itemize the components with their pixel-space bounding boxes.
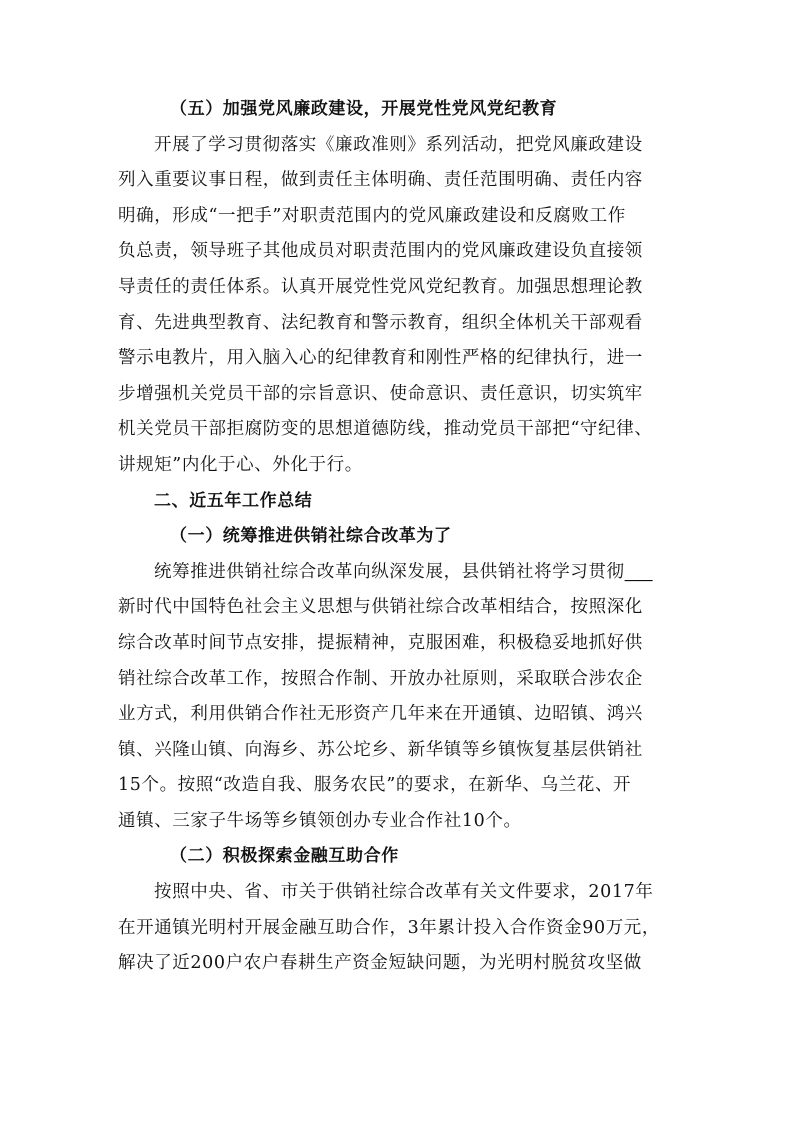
paragraph-line: 销社综合改革工作，按照合作制、开放办社原则，采取联合涉农企 — [118, 668, 643, 689]
paragraph-line: 开展了学习贯彻落实《廉政准则》系列活动，把党风廉政建设 — [154, 134, 643, 155]
document-body — [118, 92, 678, 982]
paragraph-line: 新时代中国特色社会主义思想与供销社综合改革相结合，按照深化 — [118, 597, 643, 618]
paragraph-line: 明确，形成“一把手”对职责范围内的党风廉政建设和反腐败工作 — [118, 205, 626, 226]
paragraph-line: 在开通镇光明村开展金融互助合作，3年累计投入合作资金90万元， — [118, 917, 660, 938]
paragraph-line: 负总责，领导班子其他成员对职责范围内的党风廉政建设负直接领 — [118, 241, 643, 262]
paragraph-line — [118, 555, 678, 591]
section-heading-5: （五）加强党风廉政建设，开展党性党风党纪教育 — [170, 99, 558, 119]
paragraph-line: 15个。按照“改造自我、服务农民”的要求，在新华、乌兰花、开 — [118, 775, 632, 796]
paragraph-line: 列入重要议事日程，做到责任主体明确、责任范围明确、责任内容 — [118, 170, 643, 191]
paragraph-line: 解决了近200户农户春耕生产资金短缺问题，为光明村脱贫攻坚做 — [118, 953, 642, 974]
paragraph-line: 导责任的责任体系。认真开展党性党风党纪教育。加强思想理论教 — [118, 276, 643, 297]
paragraph-line: 按照中央、省、市关于供销社综合改革有关文件要求，2017年 — [154, 882, 654, 903]
paragraph-line: 综合改革时间节点安排，提振精神，克服困难，积极稳妥地抓好供 — [118, 632, 643, 653]
subsection-heading-2: （二）积极探索金融互助合作 — [170, 846, 399, 867]
paragraph-line: 通镇、三家子牛场等乡镇领创办专业合作社10个。 — [118, 810, 522, 831]
paragraph-line: 机关党员干部拒腐防变的思想道德防线，推动党员干部把“守纪律、 — [118, 419, 653, 440]
paragraph-line: 育、先进典型教育、法纪教育和警示教育，组织全体机关干部观看 — [118, 312, 643, 333]
paragraph-line: 警示电教片，用入脑入心的纪律教育和刚性严格的纪律执行，进一 — [118, 348, 643, 369]
paragraph-line-text: 统筹推进供销社综合改革向纵深发展，县供销社将学习贯彻 — [154, 561, 625, 582]
subsection-heading-1: （一）统筹推进供销社综合改革为了 — [170, 526, 452, 547]
paragraph-line: 镇、兴隆山镇、向海乡、苏公坨乡、新华镇等乡镇恢复基层供销社 — [118, 739, 643, 760]
paragraph-line: 步增强机关党员干部的宗旨意识、使命意识、责任意识，切实筑牢 — [118, 383, 643, 404]
blank-placeholder: ___ — [624, 561, 653, 582]
paragraph-line: 讲规矩”内化于心、外化于行。 — [118, 454, 363, 475]
paragraph-line: 业方式，利用供销合作社无形资产几年来在开通镇、边昭镇、鸿兴 — [118, 704, 643, 725]
part-heading-2: 二、近五年工作总结 — [154, 490, 313, 511]
